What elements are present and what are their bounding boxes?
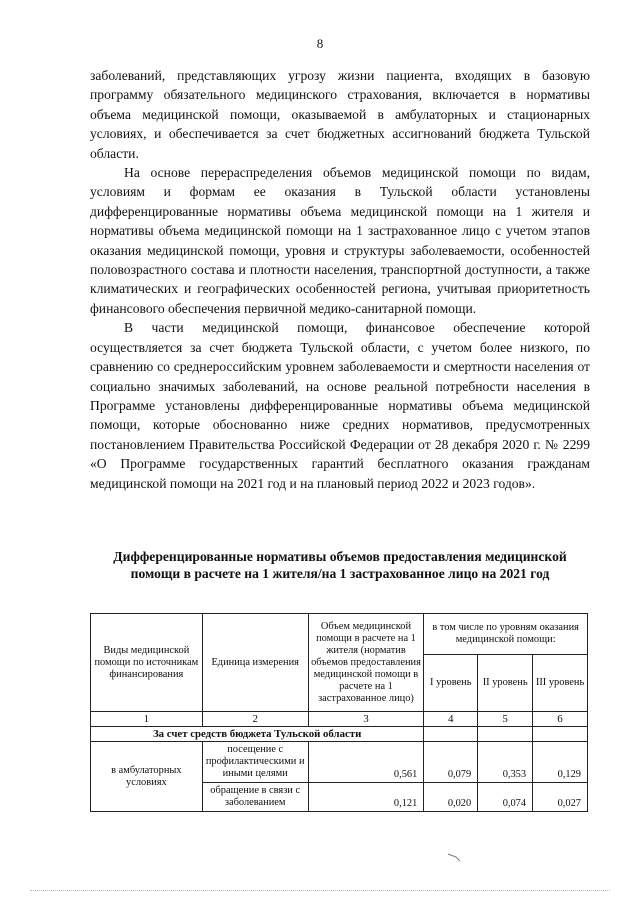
header-types: Виды медицинской помощи по источникам финансирования xyxy=(91,614,203,712)
section-row xyxy=(91,727,588,742)
header-unit: Единица измерения xyxy=(202,614,308,712)
row-volume: 0,561 xyxy=(308,742,424,783)
row-volume: 0,121 xyxy=(308,783,424,812)
page-number: 8 xyxy=(316,36,324,51)
header-volume: Объем медицинской помощи в расчете на 1 жителя (норматив объемов предоставления медицинской помощи в расчете на 1 застрахованное лицо) xyxy=(308,614,424,712)
scan-artifact-line xyxy=(30,884,610,891)
paragraph-3: В части медицинской помощи, финансовое обеспечение которой осуществляется за счет бюджета Тульской области, с учетом более низкого, по сравнению со среднероссийским уровнем заболеваемости и смертности населения от социально значимых заболеваний, на основе реальной потребности населения в Программе установлены дифференцированные нормативы объема медицинской помощи, которые обоснованно ниже средних нормативов, предусмотренных постановлением Правительства Российской Федерации от 28 декабря 2020 г. № 2299 «О Программе государственных гарантий бесплатного оказания гражданам медицинской помощи на 2021 год и на плановый период 2022 и 2023 годов». xyxy=(90,320,590,491)
paragraph-1: заболеваний, представляющих угрозу жизни пациента, входящих в базовую программу обязательного медицинского страхования, включается в нормативы объема медицинской помощи, оказываемой в амбулаторных и стационарных условиях, и обеспечивается за счет бюджетных ассигнований бюджета Тульской области. xyxy=(90,68,590,161)
header-level-2: II уровень xyxy=(478,655,533,712)
column-number: 4 xyxy=(424,712,478,727)
row-unit: посещение с профилактическими и иными целями xyxy=(202,742,308,783)
row-level-1: 0,020 xyxy=(424,783,478,812)
header-row-1 xyxy=(91,614,588,655)
column-number: 5 xyxy=(478,712,533,727)
row-unit: обращение в связи с заболеванием xyxy=(202,783,308,812)
column-number: 6 xyxy=(533,712,588,727)
table-row xyxy=(91,742,588,783)
row-level-2: 0,353 xyxy=(478,742,533,783)
group-label: в амбулаторных условиях xyxy=(91,742,203,812)
header-level-3: III уровень xyxy=(533,655,588,712)
row-level-2: 0,074 xyxy=(478,783,533,812)
column-number: 1 xyxy=(91,712,203,727)
paragraph-2: На основе перераспределения объемов медицинской помощи по видам, условиям и формам ее оказания в Тульской области установлены дифференцированные нормативы объема медицинской помощи на 1 жителя и нормативы объема медицинской помощи на 1 застрахованное лицо с учетом этапов оказания медицинской помощи, уровня и структуры заболеваемости, особенностей половозрастного состава и плотности населения, транспортной доступности, а также климатических и географических особенностей региона, учитывая приоритетность финансового обеспечения первичной медико-санитарной помощи. xyxy=(90,165,590,316)
header-levels-group: в том числе по уровням оказания медицинской помощи: xyxy=(424,614,588,655)
column-number: 3 xyxy=(308,712,424,727)
section-cell xyxy=(478,727,533,742)
row-level-3: 0,129 xyxy=(533,742,588,783)
column-number: 2 xyxy=(202,712,308,727)
norms-table xyxy=(90,613,588,812)
row-level-3: 0,027 xyxy=(533,783,588,812)
header-level-1: I уровень xyxy=(424,655,478,712)
scan-mark xyxy=(446,852,466,862)
body-text xyxy=(90,66,590,493)
column-numbers-row xyxy=(91,712,588,727)
row-level-1: 0,079 xyxy=(424,742,478,783)
section-cell xyxy=(533,727,588,742)
table-title: Дифференцированные нормативы объемов предоставления медицинской помощи в расчете на 1 жителя/на 1 застрахованное лицо на 2021 год xyxy=(113,549,567,581)
section-label: За счет средств бюджета Тульской области xyxy=(91,727,424,742)
section-cell xyxy=(424,727,478,742)
